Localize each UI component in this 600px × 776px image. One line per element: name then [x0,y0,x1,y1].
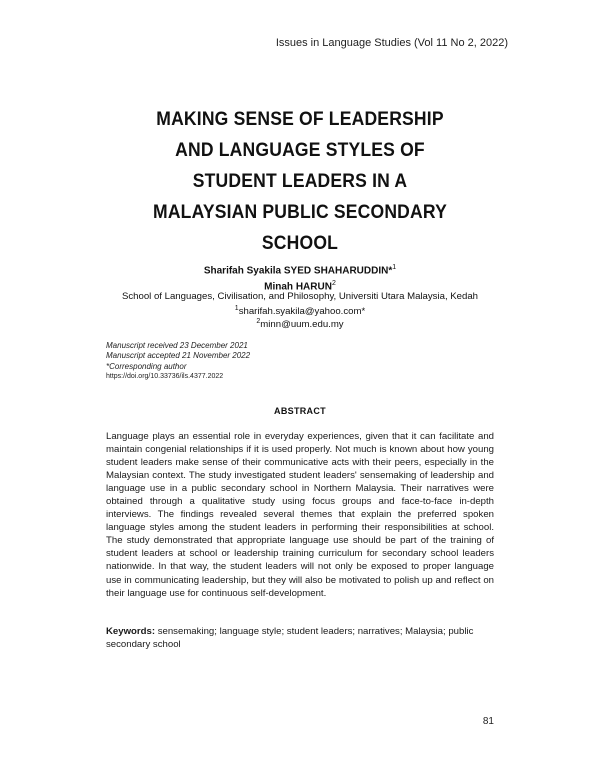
corresponding-note: *Corresponding author [106,361,187,371]
title-line: MALAYSIAN PUBLIC SECONDARY [153,201,447,223]
author-sup: 2 [331,280,336,288]
manuscript-info [106,341,250,383]
author-list [100,261,500,294]
page-number: 81 [482,716,494,727]
received-date: Manuscript received 23 December 2021 [106,341,248,350]
author-sup: 1 [392,264,397,271]
affiliation: School of Languages, Civilisation, and Philosophy, Universiti Utara Malaysia, Kedah [121,291,479,302]
keywords [106,625,494,651]
keywords-text: sensemaking; language style; student leaders; narratives; Malaysia; public secondary school [106,626,474,650]
email-address[interactable]: sharifah.syakila@yahoo.com* [238,306,366,318]
email-address[interactable]: minn@uum.edu.my [260,319,344,331]
title-line: STUDENT LEADERS IN A [192,170,408,192]
author-1 [100,261,500,277]
email-2 [100,316,500,331]
title-line: MAKING SENSE OF LEADERSHIP [156,108,444,130]
running-head: Issues in Language Studies (Vol 11 No 2, 2022) [275,37,508,49]
paper-title [84,104,516,259]
author-name: Sharifah Syakila SYED SHAHARUDDIN* [203,265,393,277]
accepted-date: Manuscript accepted 21 November 2022 [106,351,251,361]
keywords-label: Keywords: [106,626,156,637]
email-sup: 2 [256,318,261,325]
title-line: AND LANGUAGE STYLES OF [175,139,425,161]
email-sup: 1 [234,305,239,312]
doi-link[interactable]: https://doi.org/10.33736/ils.4377.2022 [106,373,224,381]
author-name: Minah HARUN [264,281,332,293]
abstract-text: Language plays an essential role in everyday experiences, given that it can facilitate and maintain congenial relationships if it is used properly. Not much is known about how young student leaders make sense of their communicative acts with their peers, especially in the Malaysian context. The study investigated student leaders' sensemaking of leadership and language use in a public secondary school in Northern Malaysia. Their narratives were obtained through a qualitative study using focus groups and face-to-face in-depth interviews. The findings revealed several themes that explain the preferred spoken language styles among the student leaders in performing their responsibilities at school. The study demonstrated that appropriate language use should be part of the training of student leaders at school or leadership training curriculum for secondary school leaders nationwide. In that way, the student leaders will not only be exposed to proper language use in communicating leadership, but they will also be motivated to polish up and reflect on their language use for continuous self-development. [106,431,494,599]
title-line: SCHOOL [261,232,339,254]
abstract-heading: ABSTRACT [274,406,326,416]
